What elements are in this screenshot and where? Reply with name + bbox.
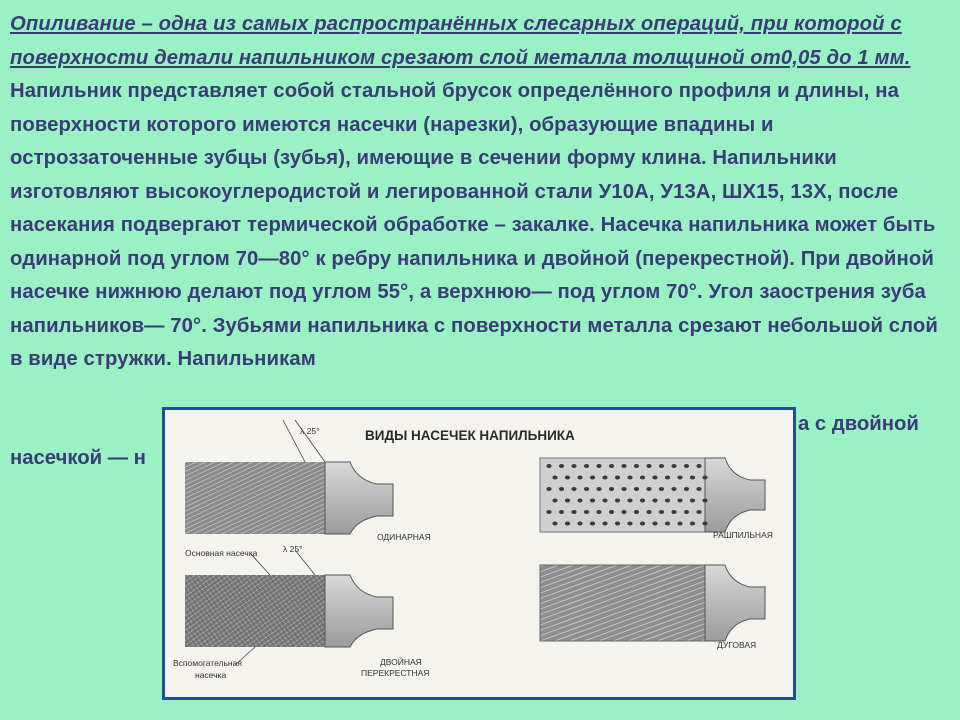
rasp-tooth [552, 522, 557, 526]
rasp-tooth [609, 487, 614, 491]
rasp-tooth [671, 464, 676, 468]
rasp-tooth [684, 487, 689, 491]
rasp-tooth [546, 510, 551, 514]
rasp-tooth [634, 487, 639, 491]
rasp-tooth [590, 476, 595, 480]
rasp-tooth [652, 499, 657, 503]
rasp-tooth [652, 476, 657, 480]
rasp-tooth [634, 510, 639, 514]
rasp-tooth [665, 476, 670, 480]
rasp-tooth [696, 510, 701, 514]
rasp-tooth [659, 487, 664, 491]
rasp-tooth [559, 464, 564, 468]
rasp-tooth [671, 487, 676, 491]
rasp-tooth [615, 522, 620, 526]
rasp-file [540, 458, 773, 540]
rasp-tooth [596, 464, 601, 468]
rasp-tooth [640, 522, 645, 526]
arc-cut-file [540, 565, 765, 650]
rasp-tooth [602, 476, 607, 480]
rasp-tooth [621, 510, 626, 514]
rasp-tooth [646, 510, 651, 514]
label-main-cut: Основная насечка [185, 548, 258, 558]
rasp-tooth [646, 464, 651, 468]
rasp-tooth [546, 487, 551, 491]
rasp-tooth [665, 522, 670, 526]
rasp-tooth [559, 510, 564, 514]
angle-label-bottom: λ 25° [283, 544, 303, 554]
rasp-tooth [684, 464, 689, 468]
rasp-tooth [571, 464, 576, 468]
rasp-tooth [677, 499, 682, 503]
rasp-tooth [640, 499, 645, 503]
rasp-tooth [590, 522, 595, 526]
double-cut-file [173, 544, 429, 680]
figure-title: ВИДЫ НАСЕЧЕК НАПИЛЬНИКА [365, 428, 575, 443]
rasp-tooth [559, 487, 564, 491]
main-text [10, 8, 952, 377]
definition-lead: Опиливание – одна из самых распространённых слесарных операций, при которой с поверхности детали напильником срезают слой металла толщиной от0,05 до 1 мм. [10, 13, 911, 69]
rasp-tooth [684, 510, 689, 514]
rasp-tooth [552, 499, 557, 503]
rasp-tooth [602, 499, 607, 503]
label-aux-2: насечка [195, 670, 227, 680]
angle-label-top: λ 25° [300, 426, 320, 436]
tail-text-2: насечкой — н [10, 447, 146, 469]
label-single: ОДИНАРНАЯ [377, 532, 431, 542]
rasp-tooth [702, 499, 707, 503]
rasp-tooth [621, 464, 626, 468]
rasp-tooth [640, 476, 645, 480]
rasp-tooth [615, 499, 620, 503]
rasp-tooth [571, 510, 576, 514]
rasp-tooth [696, 487, 701, 491]
rasp-tooth [677, 522, 682, 526]
file-cut-types-figure [162, 407, 796, 700]
label-aux-1: Вспомогательная [173, 658, 242, 668]
label-double-2: ПЕРЕКРЕСТНАЯ [361, 668, 430, 678]
rasp-tooth [627, 522, 632, 526]
rasp-tooth [584, 464, 589, 468]
label-double-1: ДВОЙНАЯ [380, 657, 422, 667]
rasp-tooth [646, 487, 651, 491]
label-rasp: РАШПИЛЬНАЯ [713, 530, 773, 540]
rasp-tooth [602, 522, 607, 526]
rasp-tooth [696, 464, 701, 468]
rasp-tooth [552, 476, 557, 480]
rasp-tooth [627, 476, 632, 480]
rasp-tooth [702, 476, 707, 480]
rasp-tooth [627, 499, 632, 503]
rasp-tooth [546, 464, 551, 468]
rasp-tooth [609, 464, 614, 468]
rasp-tooth [677, 476, 682, 480]
rasp-tooth [652, 522, 657, 526]
rasp-tooth [596, 487, 601, 491]
rasp-tooth [621, 487, 626, 491]
label-arc: ДУГОВАЯ [717, 640, 757, 650]
rasp-tooth [690, 476, 695, 480]
rasp-tooth [596, 510, 601, 514]
rasp-tooth [609, 510, 614, 514]
rasp-tooth [590, 499, 595, 503]
rasp-tooth [571, 487, 576, 491]
rasp-tooth [671, 510, 676, 514]
rasp-tooth [634, 464, 639, 468]
rasp-tooth [584, 487, 589, 491]
rasp-tooth [659, 510, 664, 514]
figure-drawing [165, 410, 793, 697]
rasp-tooth [702, 522, 707, 526]
rasp-tooth [577, 522, 582, 526]
rasp-tooth [565, 499, 570, 503]
rasp-tooth [565, 522, 570, 526]
rasp-tooth [577, 499, 582, 503]
tail-text-1: а с двойной [798, 413, 919, 435]
rasp-tooth [584, 510, 589, 514]
body-text: Напильник представляет собой стальной брусок определённого профиля и длины, на поверхности которого имеются насечки (нарезки), образующие впадины и остроззаточенные зубцы (зубья), имеющие в сечении форму клина. Напильники изготовляют высокоуглеродистой и легированной стали У10А, У13А, ШХ15, 13Х, после насекания подвергают термической обработке – закалке. Насечка напильника может быть одинарной под углом 70—80° к ребру напильника и двойной (перекрестной). При двойной насечке нижнюю делают под углом 55°, а верхнюю— под углом 70°. Угол заострения зуба напильников— 70°. Зубьями напильника с поверхности металла срезают небольшой слой в виде стружки. Напильникам [10, 80, 938, 370]
rasp-tooth [690, 499, 695, 503]
rasp-tooth [690, 522, 695, 526]
rasp-tooth [615, 476, 620, 480]
rasp-tooth [659, 464, 664, 468]
rasp-tooth [577, 476, 582, 480]
rasp-tooth [665, 499, 670, 503]
rasp-tooth [565, 476, 570, 480]
